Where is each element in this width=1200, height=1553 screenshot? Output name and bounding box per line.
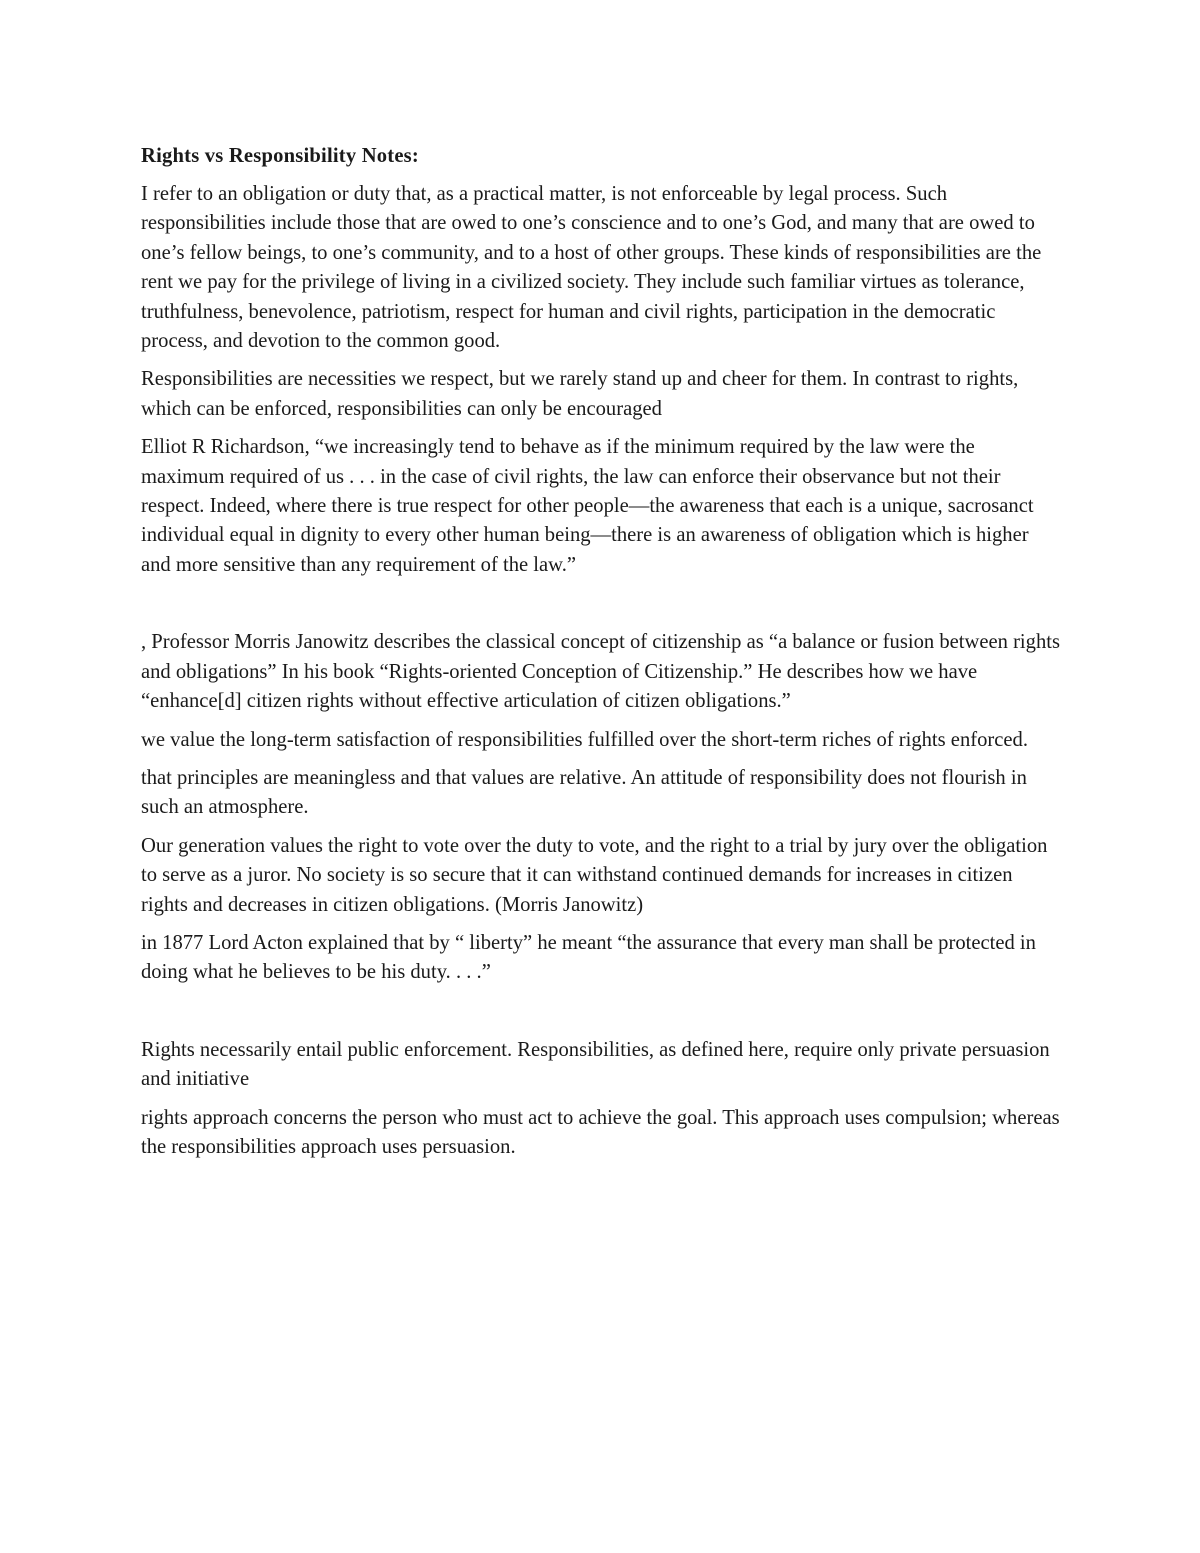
paragraph-richardson-quote: Elliot R Richardson, “we increasingly tend to behave as if the minimum required by the law were the maximum required of us . . . in the case of civil rights, the law can enforce their observance but not their respect. Indeed, where there is true respect for other people—the awareness that each is a unique, sacrosanct individual equal in dignity to every other human being—there is an awareness of obligation which is higher and more sensitive than any requirement of the law.” xyxy=(141,436,1034,576)
paragraph-definition: I refer to an obligation or duty that, as a practical matter, is not enforceable by legal process. Such responsibilities include those that are owed to one’s conscience and to one’s God, and many that are owed to one’s fellow beings, to one’s community, and to a host of other groups. These kinds of responsibilities are the rent we pay for the privilege of living in a civilized society. They include such familiar virtues as tolerance, truthfulness, benevolence, patriotism, respect for human and civil rights, participation in the democratic process, and devotion to the common good. xyxy=(141,183,1042,353)
paragraph-long-term: we value the long-term satisfaction of responsibilities fulfilled over the short-term riches of rights enforced. xyxy=(141,728,1028,751)
blank-line xyxy=(141,997,1061,1036)
paragraph-rights-approach: rights approach concerns the person who must act to achieve the goal. This approach uses compulsion; whereas the responsibilities approach uses persuasion. xyxy=(141,1106,1060,1158)
paragraph-necessities: Responsibilities are necessities we respect, but we rarely stand up and cheer for them. In contrast to rights, which can be enforced, responsibilities can only be encouraged xyxy=(141,368,1019,420)
paragraph-lord-acton: in 1877 Lord Acton explained that by “ liberty” he meant “the assurance that every man shall be protected in doing what he believes to be his duty. . . .” xyxy=(141,931,1036,984)
blank-line xyxy=(141,589,1061,628)
paragraph-principles: that principles are meaningless and that values are relative. An attitude of responsibility does not flourish in such an atmosphere. xyxy=(141,766,1027,819)
paragraph-enforcement: Rights necessarily entail public enforcement. Responsibilities, as defined here, require only private persuasion and initiative xyxy=(141,1038,1050,1091)
document-body xyxy=(141,140,1061,1171)
paragraph-janowitz: , Professor Morris Janowitz describes the classical concept of citizenship as “a balance or fusion between rights and obligations” In his book “Rights-oriented Conception of Citizenship.” He describes how we have “enhance[d] citizen rights without effective articulation of citizen obligations.” xyxy=(141,631,1060,713)
document-title: Rights vs Responsibility Notes: xyxy=(141,145,419,167)
paragraph-generation: Our generation values the right to vote over the duty to vote, and the right to a trial by jury over the obligation to serve as a juror. No society is so secure that it can withstand continued demands for increases in citizen rights and decreases in citizen obligations. (Morris Janowitz) xyxy=(141,834,1048,916)
